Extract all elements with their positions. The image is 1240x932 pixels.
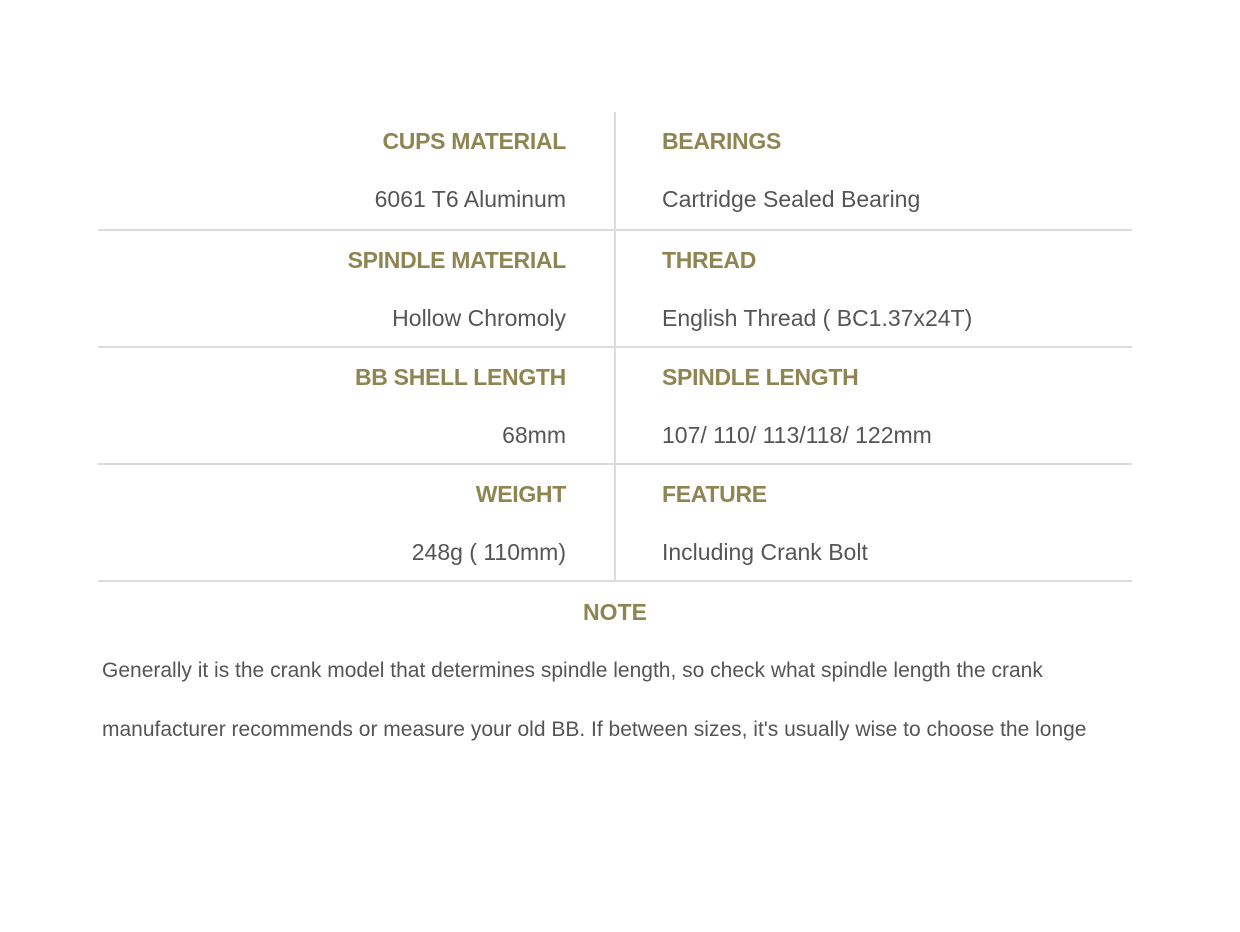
note-title: NOTE (583, 599, 647, 625)
spec-value: English Thread ( BC1.37x24T) (662, 305, 973, 331)
spec-value: 68mm (502, 422, 566, 448)
spec-value: Hollow Chromoly (392, 305, 566, 331)
spec-cell-bb-shell-length (98, 348, 616, 463)
spec-cell-weight (98, 465, 616, 580)
spec-cell-spindle-length (616, 348, 1132, 463)
spec-label: THREAD (662, 247, 757, 273)
spec-label: FEATURE (662, 481, 767, 507)
spec-value: 6061 T6 Aluminum (374, 186, 566, 212)
spec-label: BB SHELL LENGTH (354, 364, 566, 390)
spec-cell-bearings (616, 112, 1132, 229)
spec-label: SPINDLE MATERIAL (347, 247, 566, 273)
spec-cell-spindle-material (98, 231, 616, 346)
note-body (102, 641, 1132, 759)
note-line: Generally it is the crank model that determines spindle length, so check what spindle length the crank (102, 659, 1043, 682)
spec-value: 107/ 110/ 113/118/ 122mm (662, 422, 932, 448)
spec-value: Including Crank Bolt (662, 539, 868, 565)
note-line: manufacturer recommends or measure your old BB. If between sizes, it's usually wise to choose the longe (102, 718, 1087, 741)
spec-cell-thread (616, 231, 1132, 346)
spec-row (98, 465, 1132, 582)
spec-label: SPINDLE LENGTH (662, 364, 859, 390)
spec-label: BEARINGS (662, 128, 782, 154)
spec-row (98, 231, 1132, 348)
spec-table (98, 112, 1132, 582)
spec-cell-cups-material (98, 112, 616, 229)
spec-value: 248g ( 110mm) (411, 539, 566, 565)
spec-row (98, 348, 1132, 465)
spec-label: WEIGHT (475, 481, 566, 507)
spec-cell-feature (616, 465, 1132, 580)
spec-row (98, 112, 1132, 231)
spec-value: Cartridge Sealed Bearing (662, 186, 921, 212)
spec-label: CUPS MATERIAL (382, 128, 566, 154)
